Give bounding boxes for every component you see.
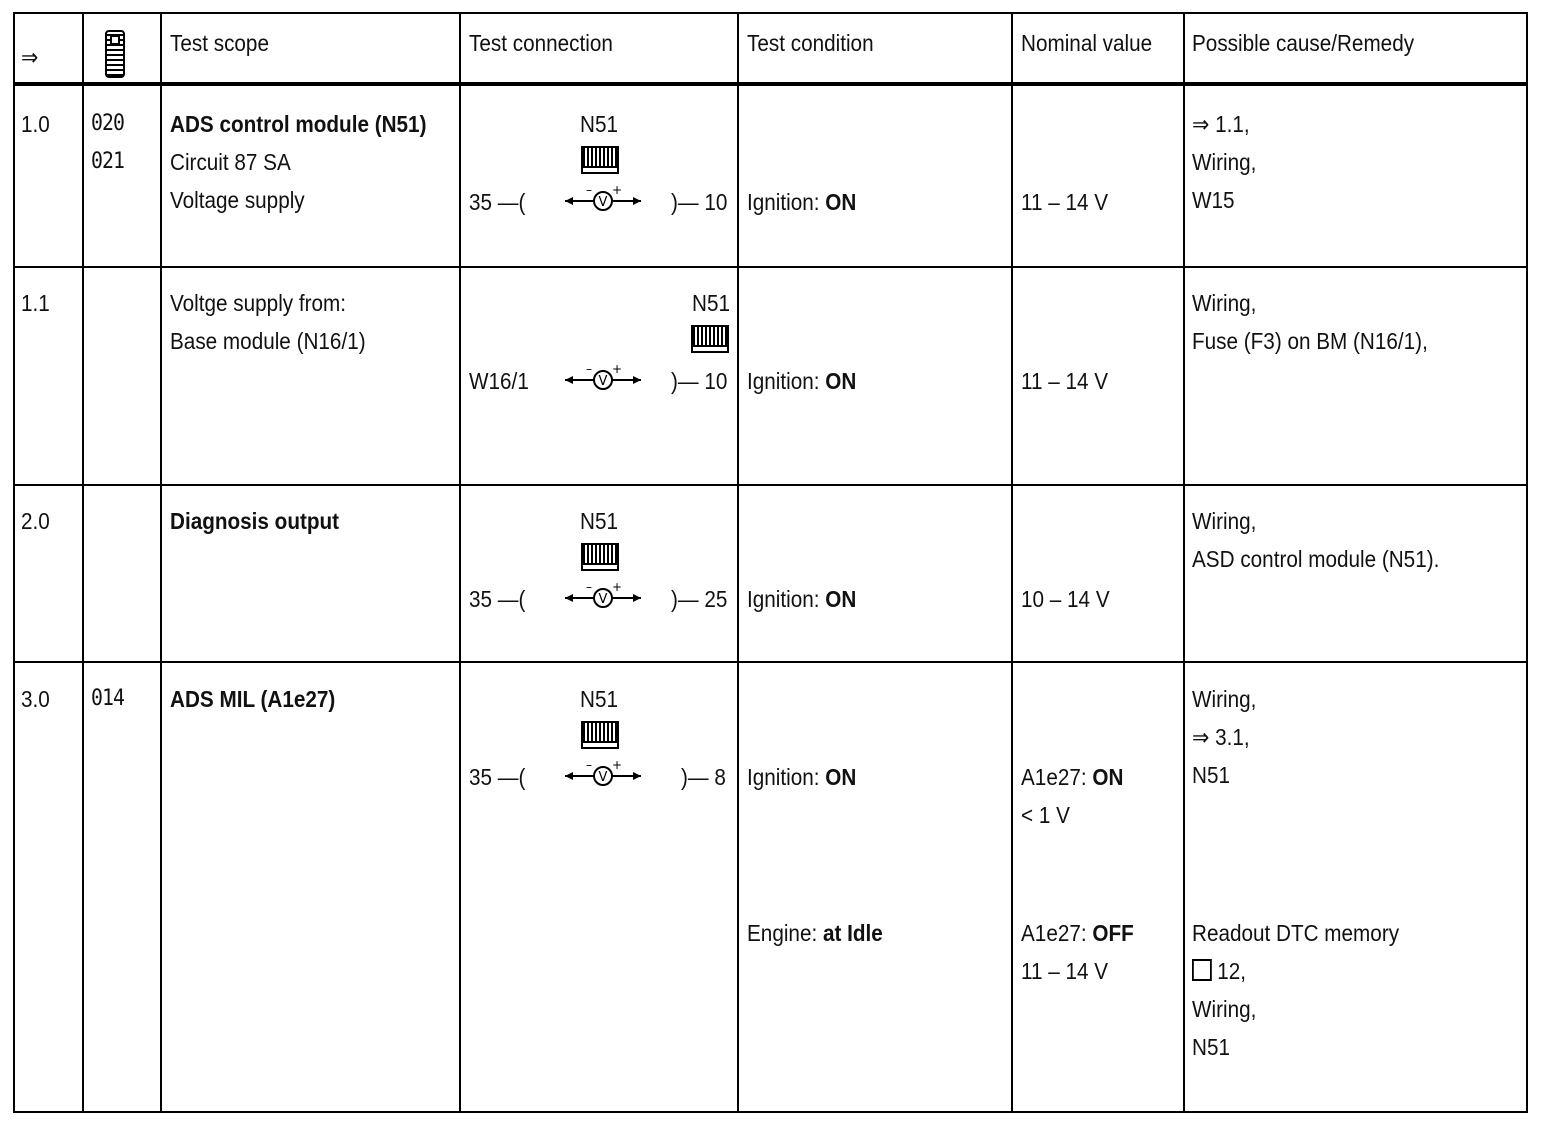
test-condition: Ignition: ON bbox=[747, 368, 857, 394]
header-test-scope: Test scope bbox=[170, 30, 269, 56]
reference-box-icon bbox=[1192, 959, 1212, 981]
possible-cause-2: Readout DTC memory 12, Wiring, N51 bbox=[1192, 920, 1400, 1060]
step-number: 2.0 bbox=[21, 508, 50, 534]
possible-cause: Wiring, ASD control module (N51). bbox=[1192, 508, 1440, 572]
test-table bbox=[13, 12, 1528, 1113]
voltmeter-icon bbox=[563, 581, 643, 611]
connector-right-pin: )— 8 bbox=[681, 764, 726, 790]
voltmeter-icon bbox=[563, 759, 643, 789]
col-divider bbox=[1011, 14, 1013, 1111]
nominal-value: A1e27: ON < 1 V bbox=[1021, 764, 1124, 828]
test-scope: ADS control module (N51) Circuit 87 SA Voltage supply bbox=[170, 111, 427, 213]
nominal-value: 10 – 14 V bbox=[1021, 586, 1110, 612]
svg-text:–: – bbox=[586, 184, 592, 197]
svg-text:–: – bbox=[586, 581, 592, 594]
tester-codes: 014 bbox=[91, 686, 125, 711]
test-condition-2: Engine: at Idle bbox=[747, 920, 883, 946]
connector-right-pin: )— 10 bbox=[671, 368, 728, 394]
nominal-value-2: A1e27: OFF 11 – 14 V bbox=[1021, 920, 1134, 984]
header-possible-cause: Possible cause/Remedy bbox=[1192, 30, 1415, 56]
svg-text:–: – bbox=[586, 363, 592, 376]
svg-text:V: V bbox=[598, 592, 608, 607]
control-module-icon bbox=[581, 721, 619, 743]
control-module-icon bbox=[581, 146, 619, 168]
col-divider bbox=[1183, 14, 1185, 1111]
col-divider bbox=[82, 14, 84, 1111]
connector-left-pin: 35 —( bbox=[469, 586, 526, 612]
possible-cause: Wiring, ⇒ 3.1, N51 bbox=[1192, 686, 1257, 788]
tester-codes: 020 021 bbox=[91, 111, 125, 174]
possible-cause: Wiring, Fuse (F3) on BM (N16/1), bbox=[1192, 290, 1428, 354]
module-label: N51 bbox=[580, 686, 618, 712]
test-condition: Ignition: ON bbox=[747, 189, 857, 215]
svg-text:+: + bbox=[611, 184, 623, 197]
col-divider bbox=[160, 14, 162, 1111]
header-nominal-value: Nominal value bbox=[1021, 30, 1153, 56]
svg-text:+: + bbox=[611, 759, 623, 772]
connector-left-pin: W16/1 bbox=[469, 368, 529, 394]
control-module-icon bbox=[691, 325, 729, 347]
row-divider bbox=[15, 266, 1526, 268]
possible-cause: ⇒ 1.1, Wiring, W15 bbox=[1192, 111, 1257, 213]
nominal-value: 11 – 14 V bbox=[1021, 189, 1109, 215]
svg-text:V: V bbox=[598, 770, 608, 785]
col-divider bbox=[737, 14, 739, 1111]
step-number: 1.0 bbox=[21, 111, 50, 137]
test-scope: Voltge supply from: Base module (N16/1) bbox=[170, 290, 366, 354]
test-condition: Ignition: ON bbox=[747, 586, 857, 612]
test-scope: Diagnosis output bbox=[170, 508, 340, 534]
svg-text:+: + bbox=[611, 363, 623, 376]
header-test-connection: Test connection bbox=[469, 30, 613, 56]
voltmeter-icon bbox=[563, 184, 643, 214]
svg-text:–: – bbox=[586, 759, 592, 772]
step-number: 3.0 bbox=[21, 686, 50, 712]
test-scope: ADS MIL (A1e27) bbox=[170, 686, 336, 712]
module-label: N51 bbox=[580, 111, 618, 137]
connector-right-pin: )— 10 bbox=[671, 189, 728, 215]
row-divider bbox=[15, 484, 1526, 486]
control-module-icon bbox=[581, 543, 619, 565]
header-test-condition: Test condition bbox=[747, 30, 874, 56]
test-condition: Ignition: ON bbox=[747, 764, 857, 790]
nominal-value: 11 – 14 V bbox=[1021, 368, 1109, 394]
step-number: 1.1 bbox=[21, 290, 50, 316]
module-label: N51 bbox=[692, 290, 730, 316]
hand-held-tester-icon bbox=[105, 30, 125, 78]
connector-right-pin: )— 25 bbox=[671, 586, 728, 612]
svg-text:V: V bbox=[598, 374, 608, 389]
svg-text:V: V bbox=[598, 195, 608, 210]
row-divider bbox=[15, 661, 1526, 663]
col-divider bbox=[459, 14, 461, 1111]
connector-left-pin: 35 —( bbox=[469, 189, 526, 215]
voltmeter-icon bbox=[563, 363, 643, 393]
header-divider bbox=[15, 82, 1526, 86]
connector-left-pin: 35 —( bbox=[469, 764, 526, 790]
module-label: N51 bbox=[580, 508, 618, 534]
svg-text:+: + bbox=[611, 581, 623, 594]
header-arrow: ⇒ bbox=[21, 44, 39, 70]
